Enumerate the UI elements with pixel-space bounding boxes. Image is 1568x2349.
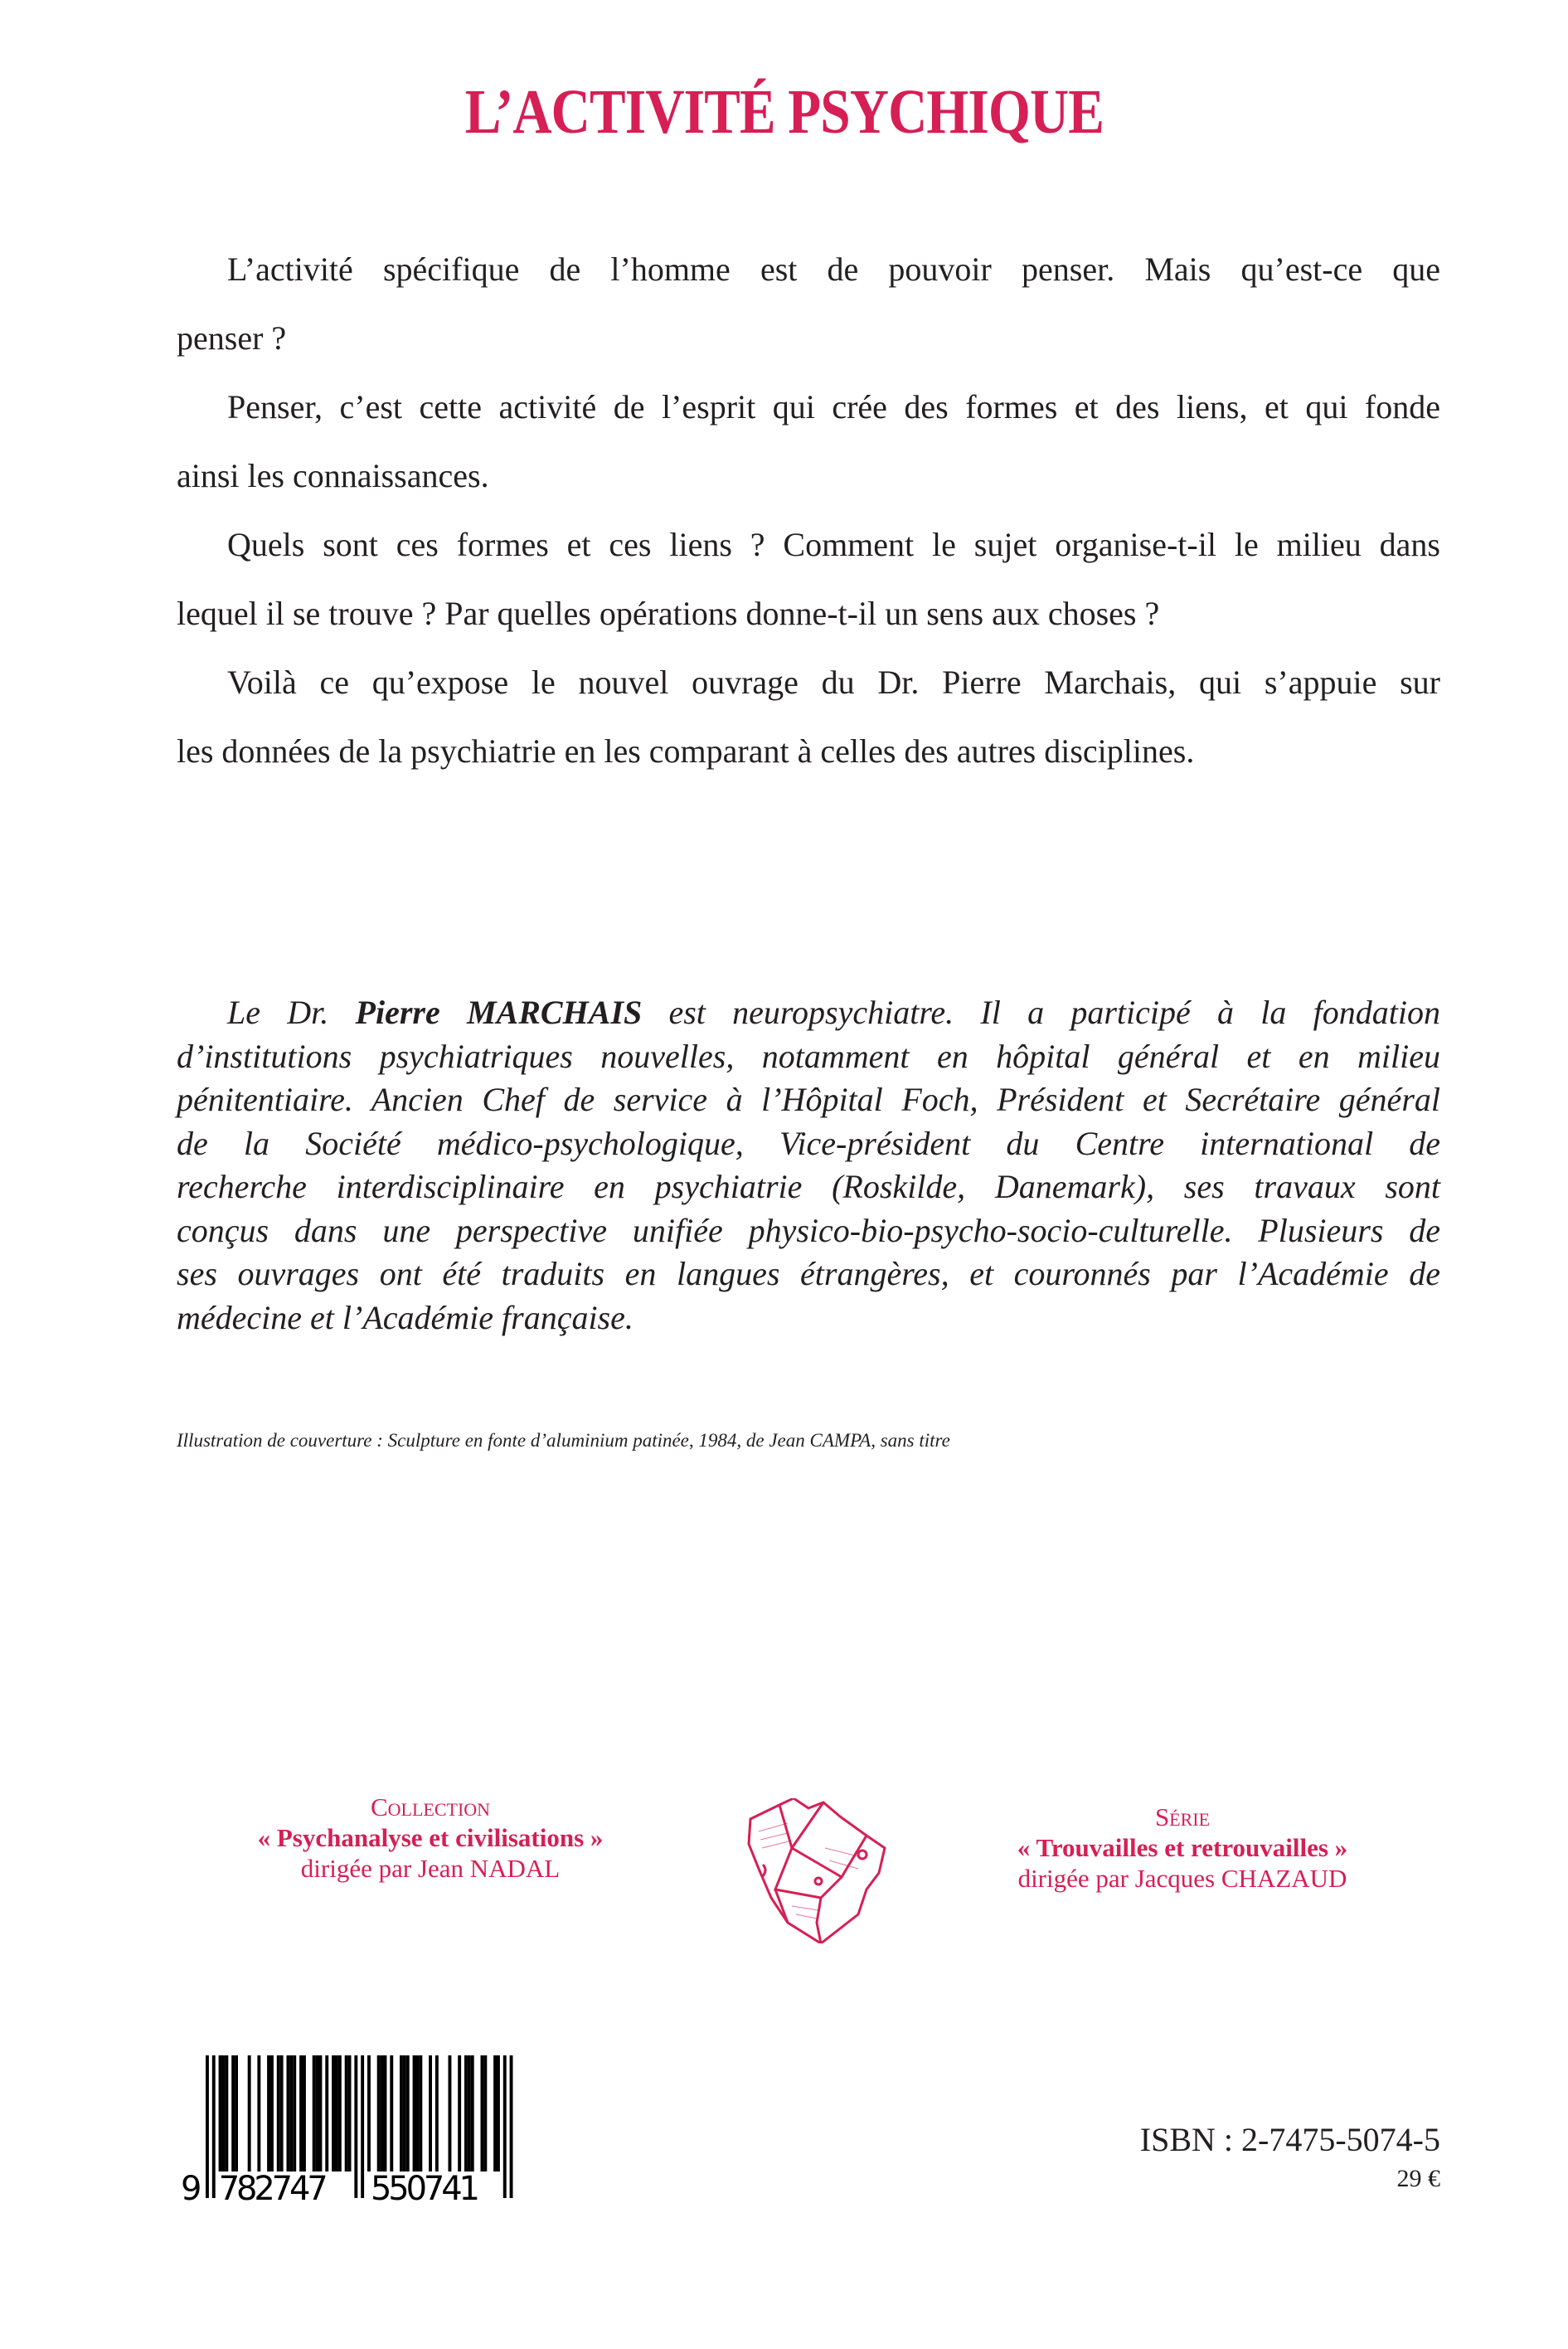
book-title: L’ACTIVITÉ PSYCHIQUE [464, 77, 1104, 147]
barcode-digits: 782747 [218, 2170, 328, 2206]
barcode-bar [338, 2055, 342, 2171]
barcode-bar [481, 2055, 484, 2171]
barcode-bar [270, 2055, 274, 2171]
barcode-bar [497, 2055, 500, 2171]
series-block [892, 1802, 1473, 1894]
barcode-bar [367, 2055, 371, 2171]
barcode-bar [267, 2055, 270, 2171]
barcode-bar [493, 2055, 497, 2171]
barcode-bar [257, 2055, 260, 2171]
summary-text [177, 235, 1440, 785]
summary-line: les données de la psychiatrie en les comparant à celles des autres disciplines. [177, 732, 1195, 770]
barcode-bar [384, 2055, 387, 2171]
bio-line: pénitentiaire. Ancien Chef de service à l’Hôpital Foch, Président et Secrétaire général [177, 1081, 1440, 1118]
barcode-bar [403, 2055, 406, 2171]
barcode-bar [222, 2055, 226, 2171]
isbn: ISBN : 2-7475-5074-5 [1139, 2121, 1440, 2158]
barcode-bar [289, 2055, 293, 2171]
barcode-bar [345, 2055, 348, 2171]
barcode-bar [471, 2055, 474, 2171]
barcode-bar [231, 2055, 235, 2171]
author-name: Pierre MARCHAIS [355, 994, 643, 1031]
series-label: Série [1154, 1802, 1211, 1831]
cover-illustration-caption: Illustration de couverture : Sculpture en fonte d’aluminium patinée, 1984, de Jean CAMPA, sans titre [177, 1430, 950, 1451]
barcode-bar [416, 2055, 420, 2171]
barcode-bar [313, 2055, 316, 2171]
summary-line: Penser, c’est cette activité de l’esprit qui crée des formes et des liens, et qui fonde [227, 388, 1440, 426]
summary-line: L’activité spécifique de l’homme est de pouvoir penser. Mais qu’est-ce que [227, 250, 1440, 288]
barcode-bar [303, 2055, 306, 2171]
barcode-bar [483, 2055, 487, 2171]
ean13-barcode [166, 2049, 522, 2206]
author-bio [177, 991, 1440, 1340]
barcode-bar [235, 2055, 238, 2171]
barcode-bar [400, 2055, 403, 2171]
collection-director: dirigée par Jean NADAL [300, 1854, 561, 1883]
barcode-bar [458, 2055, 461, 2171]
barcode-bar [319, 2055, 323, 2171]
summary-line: penser ? [177, 319, 287, 357]
barcode-bar [381, 2055, 384, 2171]
barcode-bar [206, 2055, 209, 2198]
series-director: dirigée par Jacques CHAZAUD [1017, 1864, 1347, 1893]
barcode-bar [219, 2055, 222, 2171]
barcode-bar [354, 2055, 357, 2198]
collection-label: Collection [370, 1792, 491, 1821]
sculpture-mask-logo-icon [742, 1798, 888, 1943]
price: 29 € [1396, 2165, 1440, 2192]
barcode-bar [335, 2055, 338, 2171]
barcode-bar [419, 2055, 422, 2171]
barcode-bar [377, 2055, 381, 2171]
series-name: « Trouvailles et retrouvailles » [1017, 1833, 1348, 1862]
summary-line: ainsi les connaissances. [177, 457, 489, 494]
bio-line: d’institutions psychiatriques nouvelles, notamment en hôpital général et en milieu [177, 1037, 1440, 1075]
barcode-bar [280, 2055, 284, 2171]
bio-line: ses ouvrages ont été traduits en langues étrangères, et couronnés par l’Académie de [177, 1255, 1440, 1292]
barcode-digits: 9 [181, 2170, 202, 2206]
barcode-bar [248, 2055, 251, 2171]
summary-line: Quels sont ces formes et ces liens ? Comment le sujet organise-t-il le milieu dans [227, 526, 1440, 563]
barcode-bar [468, 2055, 471, 2171]
bio-line: médecine et l’Académie française. [177, 1298, 634, 1336]
barcode-bar [293, 2055, 296, 2171]
barcode-bar [413, 2055, 416, 2171]
barcode-bar [449, 2055, 452, 2171]
barcode-bar [277, 2055, 280, 2171]
bio-line: conçus dans une perspective unifiée physico-bio-psycho-socio-culturelle. Plusieurs de [177, 1211, 1440, 1249]
barcode-bar [348, 2055, 352, 2171]
barcode-bar [316, 2055, 319, 2171]
barcode-bar [225, 2055, 228, 2171]
summary-line: lequel il se trouve ? Par quelles opérations donne-t-il un sens aux choses ? [177, 595, 1160, 632]
collection-block [140, 1792, 721, 1884]
barcode-bar [390, 2055, 393, 2171]
barcode-bar [503, 2055, 507, 2198]
barcode-bar [406, 2055, 410, 2171]
bio-line: Le Dr. Pierre MARCHAIS est neuropsychiatre. Il a participé à la fondation [227, 994, 1441, 1031]
barcode-bar [510, 2055, 513, 2198]
barcode-bar [429, 2055, 432, 2171]
collection-name: « Psychanalyse et civilisations » [257, 1823, 604, 1852]
barcode-bar [361, 2055, 364, 2198]
barcode-bar [464, 2055, 468, 2171]
bio-line: de la Société médico-psychologique, Vice-président du Centre international de [177, 1124, 1440, 1162]
summary-line: Voilà ce qu’expose le nouvel ouvrage du Dr. Pierre Marchais, qui s’appuie sur [227, 664, 1440, 701]
barcode-bar [332, 2055, 335, 2171]
barcode-bar [287, 2055, 290, 2171]
barcode-digits: 550741 [371, 2170, 480, 2206]
barcode-bar [325, 2055, 328, 2171]
barcode-bar [299, 2055, 303, 2171]
barcode-bar [212, 2055, 216, 2198]
barcode-bar [435, 2055, 439, 2171]
bio-line: recherche interdisciplinaire en psychiatrie (Roskilde, Danemark), ses travaux sont [177, 1168, 1440, 1205]
